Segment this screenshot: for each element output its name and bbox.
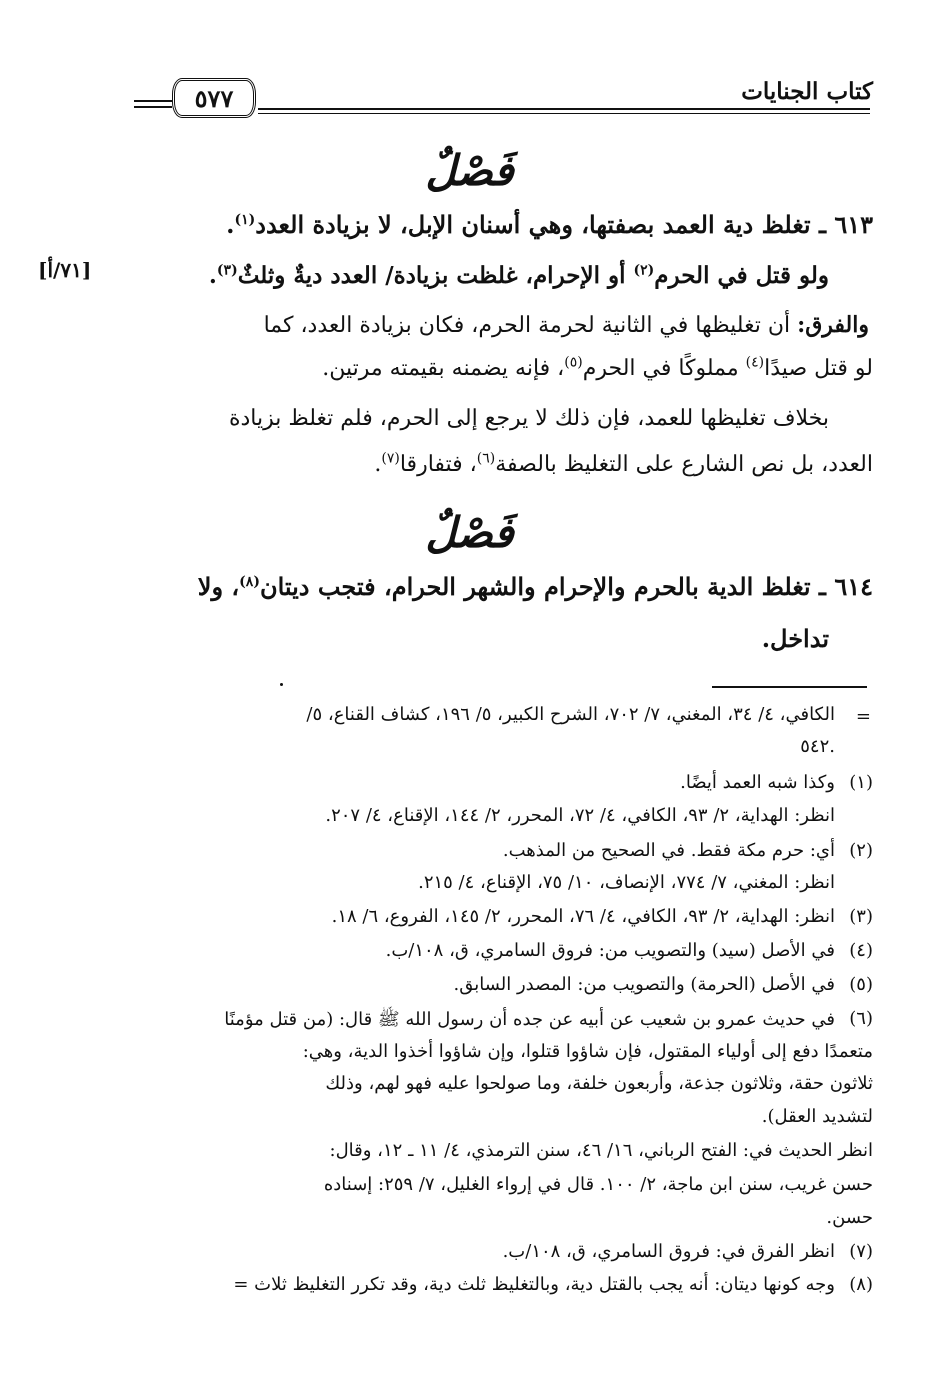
footnote-line: متعمدًا دفع إلى أولياء المقتول، فإن شاؤوا قتلوا، وإن شاؤوا أخذوا الدية، وهي: — [302, 1041, 873, 1062]
text-segment: العدد، بل نص الشارع على التغليظ بالصفة — [495, 452, 873, 477]
text-segment: أو الإحرام، غلظت بزيادة/ العدد ديةٌ وثلثٌ — [237, 262, 634, 289]
header-rule-right — [258, 108, 870, 110]
footnote-line: في حديث عمرو بن شعيب عن أبيه عن جده أن رسول الله ﷺ قال: (من قتل مؤمنًا — [224, 1009, 835, 1030]
footnote-line: أي: حرم مكة فقط. في الصحيح من المذهب. — [502, 840, 835, 861]
footnote-line: وكذا شبه العمد أيضًا. — [680, 772, 835, 793]
footnote-continuation-marker: = — [855, 706, 871, 727]
text-segment: ، فتفارقا — [399, 452, 477, 477]
footnote-line: انظر: الهداية، ٢/ ٩٣، الكافي، ٤/ ٧٦، المحرر، ٢/ ١٤٥، الفروع، ٦/ ١٨. — [331, 906, 835, 927]
text-segment: لو قتل صيدًا — [764, 356, 873, 381]
text-segment: ٦١٣ ـ تغلظ دية العمد بصفتها، وهي أسنان الإبل، لا بزيادة العدد — [255, 210, 873, 239]
ink-dot — [280, 683, 283, 686]
footnote-line: لتشديد العقل). — [761, 1106, 873, 1127]
footnote-number: (٢) — [849, 840, 873, 861]
page-number: ٥٧٧ — [194, 83, 234, 113]
footnote-line: انظر الحديث في: الفتح الرباني، ١٦/ ٤٦، سنن الترمذي، ٤/ ١١ ـ ١٢، وقال: — [329, 1140, 873, 1161]
footnote-number: (١) — [849, 772, 873, 793]
body-line — [322, 356, 873, 381]
header-rule-left — [134, 100, 172, 102]
text-segment: أن تغليظها في الثانية لحرمة الحرم، فكان بزيادة العدد، كما — [263, 313, 798, 338]
footnote-ref: (٦) — [476, 450, 496, 467]
footnote-line: انظر: المغني، ٧/ ٧٧٤، الإنصاف، ١٠/ ٧٥، الإقناع، ٤/ ٢١٥. — [418, 872, 835, 893]
footnote-line: انظر الفرق في: فروق السامري، ق، ١٠٨/ب. — [502, 1241, 835, 1262]
footnote-number: (٦) — [849, 1008, 873, 1029]
footnote-line: حسن غريب، سنن ابن ماجة، ٢/ ١٠٠. قال في إرواء الغليل، ٧/ ٢٥٩: إسناده — [323, 1174, 873, 1195]
footnote-ref: (٧) — [381, 450, 400, 467]
text-segment: ٦١٤ ـ تغلظ الدية بالحرم والإحرام والشهر الحرام، فتجب ديتان — [259, 572, 873, 601]
page-number-badge — [172, 78, 256, 118]
footnote-line: حسن. — [826, 1207, 873, 1228]
footnote-number: (٣) — [849, 906, 873, 927]
footnote-line: في الأصل (الحرمة) والتصويب من: المصدر السابق. — [453, 974, 835, 995]
text-segment: ، فإنه يضمنه بقيمته مرتين. — [322, 356, 565, 381]
text-segment: . — [226, 210, 235, 239]
body-line — [198, 572, 873, 601]
text-segment: ، ولا — [197, 572, 240, 601]
footnote-ref: (٣) — [216, 262, 238, 279]
footnote-number: (٥) — [849, 974, 873, 995]
footnote-line: الكافي، ٤/ ٣٤، المغني، ٧/ ٧٠٢، الشرح الكبير، ٥/ ١٩٦، كشاف القناع، ٥/ — [306, 704, 835, 725]
body-line — [229, 406, 829, 431]
text-segment: مملوكًا في الحرم — [582, 356, 746, 381]
footnote-line: انظر: الهداية، ٢/ ٩٣، الكافي، ٤/ ٧٢، المحرر، ٢/ ١٤٤، الإقناع، ٤/ ٢٠٧. — [325, 805, 835, 826]
footnote-number: (٧) — [849, 1241, 873, 1262]
body-line — [226, 210, 873, 239]
text-segment: والفرق: — [797, 312, 869, 338]
footnote-number: (٤) — [849, 940, 873, 961]
footnote-ref: (٢) — [633, 262, 655, 279]
body-line — [374, 452, 873, 477]
footnote-line: وجه كونها ديتان: أنه يجب بالقتل دية، وبالتغليظ ثلث دية، وقد تكرر التغليظ ثلاث = — [233, 1274, 835, 1295]
body-line — [264, 312, 869, 338]
header-rule-left-2 — [134, 106, 172, 108]
footnote-ref: (٤) — [745, 354, 765, 371]
margin-reference: [٧١/أ] — [38, 258, 92, 282]
footnote-number: (٨) — [849, 1274, 873, 1295]
footnote-divider — [712, 686, 867, 688]
chapter-title: كتاب الجنايات — [741, 78, 873, 105]
text-segment: تداخل. — [761, 624, 829, 653]
footnote-line: ثلاثون حقة، وثلاثون جذعة، وأربعون خلفة، وما صولحوا عليه فهو لهم، وذلك — [325, 1073, 873, 1094]
text-segment: . — [208, 262, 217, 289]
footnote-ref: (١) — [234, 212, 256, 228]
section-heading: فَصْلٌ — [425, 508, 514, 557]
footnote-line: ٥٤٢. — [800, 736, 835, 757]
text-segment: . — [374, 452, 382, 477]
footnote-line: في الأصل (سيد) والتصويب من: فروق السامري، ق، ١٠٨/ب. — [385, 940, 835, 961]
footnote-ref: (٥) — [564, 354, 583, 371]
footnote-ref: (٨) — [239, 574, 260, 590]
header-rule-right-2 — [258, 113, 870, 114]
text-segment: بخلاف تغليظها للعمد، فإن ذلك لا يرجع إلى الحرم، فلم تغلظ بزيادة — [228, 406, 829, 431]
body-line — [762, 624, 829, 653]
section-heading: فَصْلٌ — [425, 146, 514, 195]
text-segment: ولو قتل في الحرم — [654, 262, 829, 289]
body-line — [209, 262, 829, 289]
